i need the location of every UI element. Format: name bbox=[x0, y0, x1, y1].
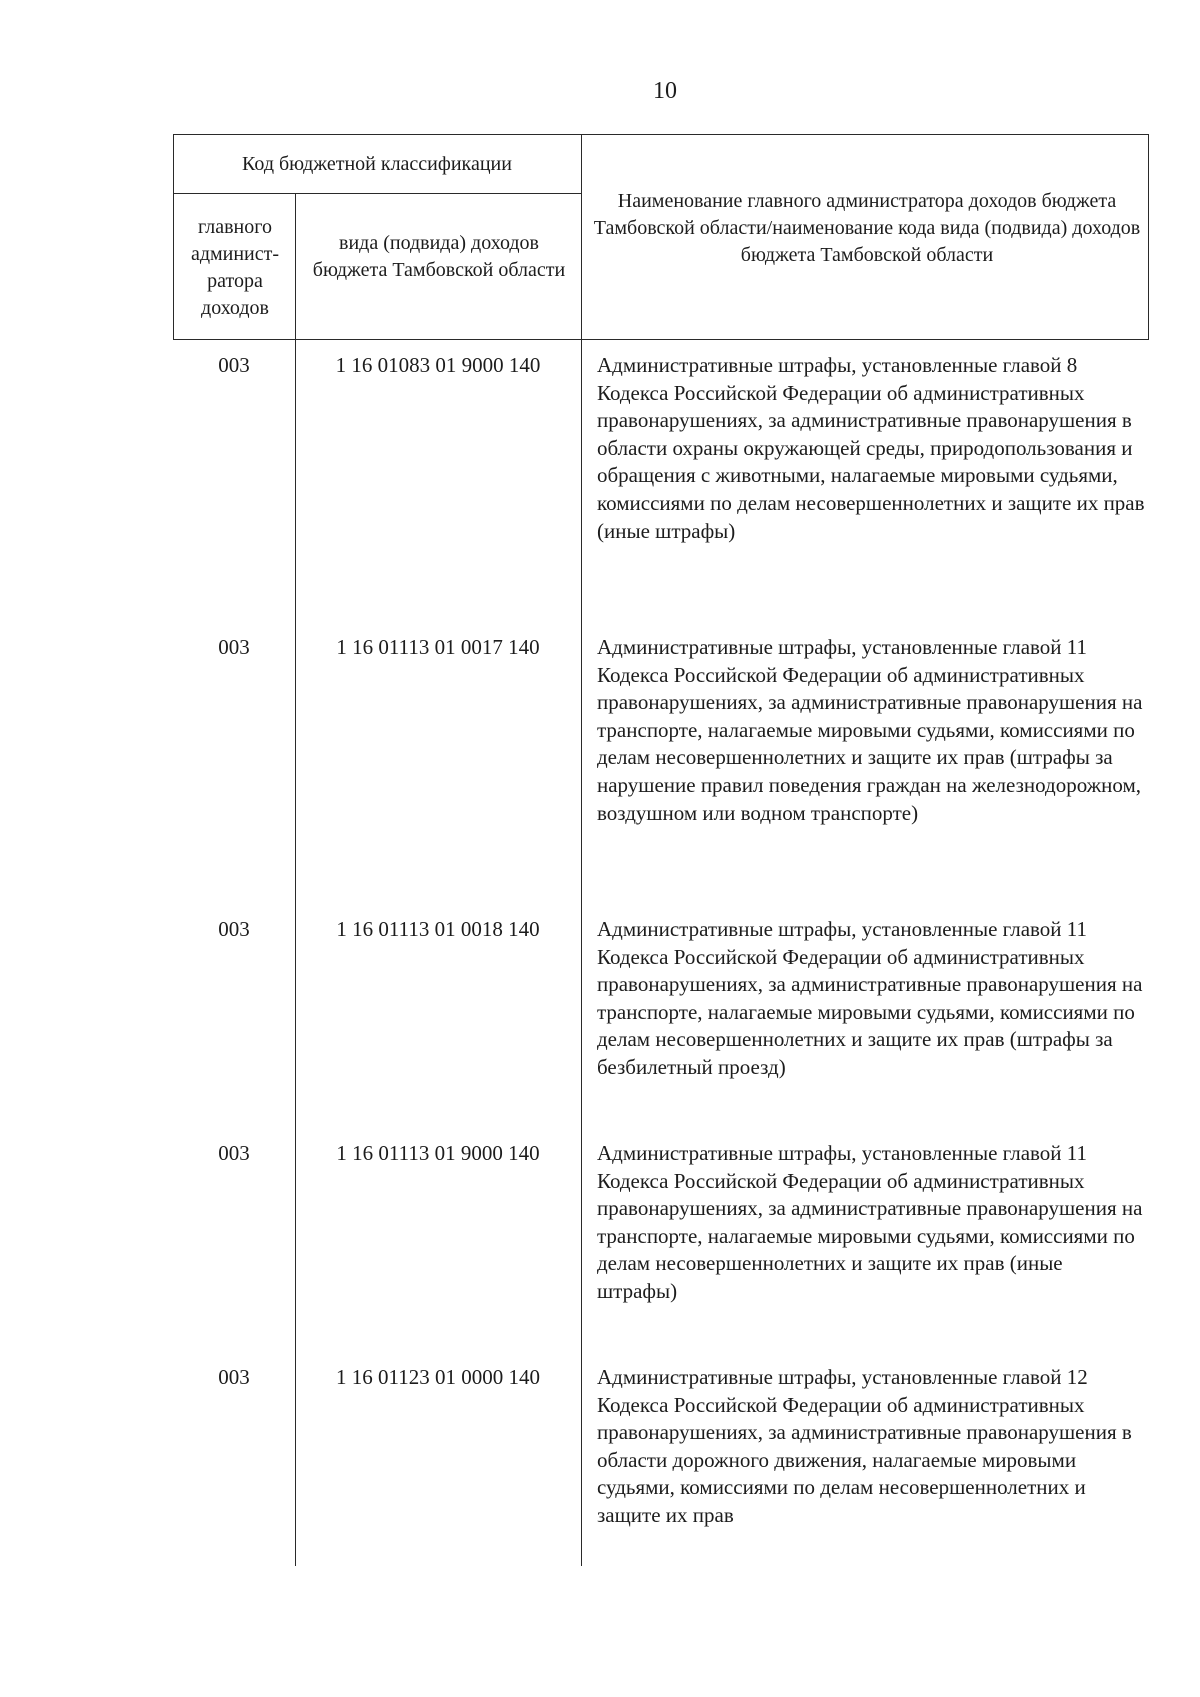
revenue-code-cell: 1 16 01113 01 9000 140 bbox=[336, 1141, 540, 1165]
admin-code-cell: 003 bbox=[218, 1365, 250, 1389]
column-header-code: вида (подвида) доходов бюджета Тамбовской области bbox=[312, 232, 566, 281]
revenue-name-cell: Административные штрафы, установленные главой 11 Кодекса Российской Федерации об административных правонарушениях, за административные правонарушения на транспорте, налагаемые мировыми судьями, комиссиями по делам несовершеннолетних и защите их прав (иные штрафы) bbox=[597, 1141, 1143, 1303]
admin-code-cell: 003 bbox=[218, 353, 250, 377]
revenue-name-cell: Административные штрафы, установленные главой 11 Кодекса Российской Федерации об административных правонарушениях, за административные правонарушения на транспорте, налагаемые мировыми судьями, комиссиями по делам несовершеннолетних и защите их прав (штрафы за нарушение правил поведения граждан на железнодорожном, воздушном или водном транспорте) bbox=[597, 635, 1143, 825]
admin-code-divider-header bbox=[295, 193, 296, 339]
column-header-name: Наименование главного администратора доходов бюджета Тамбовской области/наименование кода вида (подвида) доходов бюджета Тамбовской области bbox=[593, 190, 1141, 266]
revenue-code-cell: 1 16 01113 01 0017 140 bbox=[336, 635, 540, 659]
table-top-border bbox=[173, 134, 1149, 135]
header-bottom-border bbox=[173, 339, 1149, 340]
revenue-name-cell: Административные штрафы, установленные главой 11 Кодекса Российской Федерации об административных правонарушениях, за административные правонарушения на транспорте, налагаемые мировыми судьями, комиссиями по делам несовершеннолетних и защите их прав (штрафы за безбилетный проезд) bbox=[597, 917, 1143, 1079]
revenue-code-cell: 1 16 01123 01 0000 140 bbox=[336, 1365, 540, 1389]
revenue-code-cell: 1 16 01083 01 9000 140 bbox=[335, 353, 541, 377]
admin-code-cell: 003 bbox=[218, 635, 250, 659]
revenue-code-cell: 1 16 01113 01 0018 140 bbox=[336, 917, 540, 941]
revenue-name-cell: Административные штрафы, установленные главой 8 Кодекса Российской Федерации об административных правонарушениях, за административные правонарушения в области охраны окружающей среды, природопользования и обращения с животными, налагаемые мировыми судьями, комиссиями по делам несовершеннолетних и защите их прав (иные штрафы) bbox=[597, 353, 1145, 543]
admin-code-cell: 003 bbox=[218, 917, 250, 941]
admin-code-cell: 003 bbox=[218, 1141, 250, 1165]
code-name-divider bbox=[581, 134, 582, 1566]
page-number: 10 bbox=[653, 78, 677, 104]
column-header-admin: главного админист- ратора доходов bbox=[190, 216, 280, 319]
group-header-title: Код бюджетной классификации bbox=[242, 153, 512, 175]
group-header-divider bbox=[173, 193, 581, 194]
budget-classification-table bbox=[173, 134, 1149, 1566]
revenue-name-cell: Административные штрафы, установленные главой 12 Кодекса Российской Федерации об административных правонарушениях, за административные правонарушения в области дорожного движения, налагаемые мировыми судьями, комиссиями по делам несовершеннолетних и защите их прав bbox=[597, 1365, 1132, 1527]
table-right-border bbox=[1148, 134, 1149, 339]
